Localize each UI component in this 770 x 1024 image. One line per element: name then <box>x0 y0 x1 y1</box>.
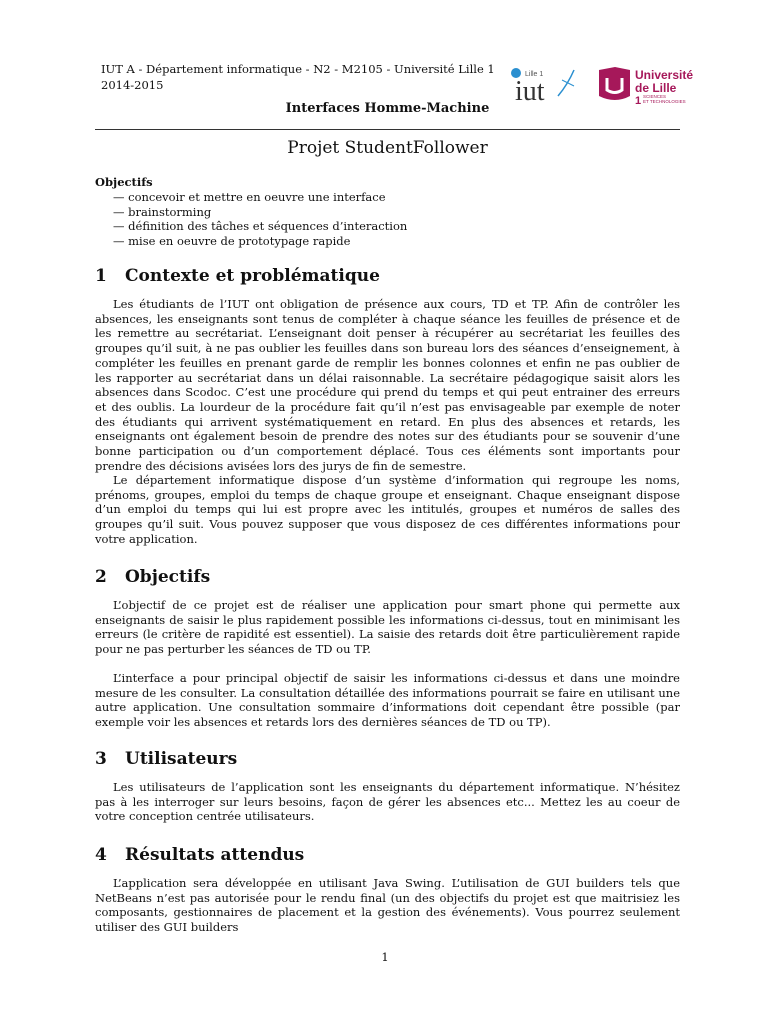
page-number: 1 <box>381 950 389 964</box>
objectives-title: Objectifs <box>95 175 153 189</box>
ul-logo-line2: de Lille <box>635 81 677 95</box>
section-paragraph: Le département informatique dispose d’un système d’information qui regroupe les noms, prénoms, groupes, emploi du temps de chaque groupe et enseignant. Chaque enseignant dispose d’un emploi du temps qui lui est propre avec les intitulés, groupes et numéros de salles des groupes qu’il suit. Vous pouvez supposer que vous disposez de ces différentes informations pour votre application. <box>95 473 680 546</box>
iut-logo-text: iut <box>515 76 545 104</box>
objective-item: — mise en oeuvre de prototypage rapide <box>113 234 351 249</box>
ul-logo-sub2: ET TECHNOLOGIES <box>643 99 686 104</box>
ul-logo-sub1: SCIENCES <box>643 94 667 99</box>
ul-logo-digit: 1 <box>635 95 642 106</box>
objectives-list <box>95 190 407 249</box>
header-year: 2014-2015 <box>101 78 164 92</box>
section-paragraph: L’objectif de ce projet est de réaliser une application pour smart phone qui permette aux enseignants de saisir le plus rapidement possible les informations ci-dessus, tout en minimisant les erreurs (le critère de rapidité est essentiel). La saisie des retards doit être particulièrement rapide pour ne pas perturber les séances de TD ou TP. <box>95 598 680 657</box>
section-heading-resultats <box>95 845 304 865</box>
document-header <box>101 61 495 93</box>
section-heading-contexte <box>95 266 380 286</box>
iut-logo <box>508 62 578 104</box>
universite-lille-logo <box>598 66 698 106</box>
header-divider <box>95 129 680 130</box>
section-paragraph: L’application sera développée en utilisant Java Swing. L’utilisation de GUI builders tels que NetBeans n’est pas autorisée pour le rendu final (un des objectifs du projet est que maitrisiez les composants, gestionnaires de placement et la gestion des événements). Vous pourrez seulement utiliser des GUI builders <box>95 876 680 935</box>
section-number: 1 <box>95 266 107 286</box>
section-number: 3 <box>95 749 107 769</box>
section-paragraph: Les utilisateurs de l’application sont les enseignants du département informatique. N’hésitez pas à les interroger sur leurs besoins, façon de gérer les absences etc... Mettez les au coeur de votre conception centrée utilisateurs. <box>95 780 680 824</box>
objective-item: — définition des tâches et séquences d’interaction <box>113 219 408 234</box>
objectives-block <box>95 175 407 249</box>
project-title: Projet StudentFollower <box>287 138 488 158</box>
course-title: Interfaces Homme-Machine <box>285 101 490 116</box>
section-paragraph: L’interface a pour principal objectif de saisir les informations ci-dessus et dans une moindre mesure de les consulter. La consultation détaillée des informations pourrait se faire en utilisant une autre application. Une consultation sommaire d’informations doit cependant être possible (par exemple voir les absences et retards lors des dernières séances de TD ou TP). <box>95 671 680 730</box>
objective-item: — brainstorming <box>113 204 212 219</box>
section-heading-objectifs <box>95 567 210 587</box>
section-number: 4 <box>95 845 107 865</box>
objective-item: — concevoir et mettre en oeuvre une interface <box>113 189 386 204</box>
section-number: 2 <box>95 567 107 587</box>
section-title: Contexte et problématique <box>125 266 380 286</box>
ul-logo-line1: Université <box>635 68 694 82</box>
section-heading-utilisateurs <box>95 749 237 769</box>
section-paragraph: Les étudiants de l’IUT ont obligation de présence aux cours, TD et TP. Afin de contrôler les absences, les enseignants sont tenus de compléter à chaque séance les feuilles de présence et de les remettre au secrétariat. L’enseignant doit penser à récupérer au secrétariat les feuilles des groupes qu’il suit, à ne pas oublier les feuilles dans son bureau lors des séances d’enseignement, à compléter les feuilles en prenant garde de remplir les bonnes colonnes et enfin ne pas oublier de les rapporter au secrétariat dans un délai raisonnable. La secrétaire pédagogique saisit alors les absences dans Scodoc. C’est une procédure qui prend du temps et qui peut entrainer des erreurs et des oublis. La lourdeur de la procédure fait qu’il n’est pas envisageable par exemple de noter des étudiants qui arrivent systématiquement en retard. En plus des absences et retards, les enseignants ont également besoin de prendre des notes sur des étudiants pour se souvenir d’une bonne participation ou d’un comportement déplacé. Tous ces éléments sont importants pour prendre des décisions avisées lors des jurys de fin de semestre. <box>95 297 680 473</box>
iut-logo-small-text: Lille 1 <box>525 71 544 78</box>
header-institution: IUT A - Département informatique - N2 - M2105 - Université Lille 1 <box>101 62 495 76</box>
section-title: Résultats attendus <box>125 845 305 865</box>
section-title: Utilisateurs <box>125 749 238 769</box>
section-title: Objectifs <box>125 567 211 587</box>
